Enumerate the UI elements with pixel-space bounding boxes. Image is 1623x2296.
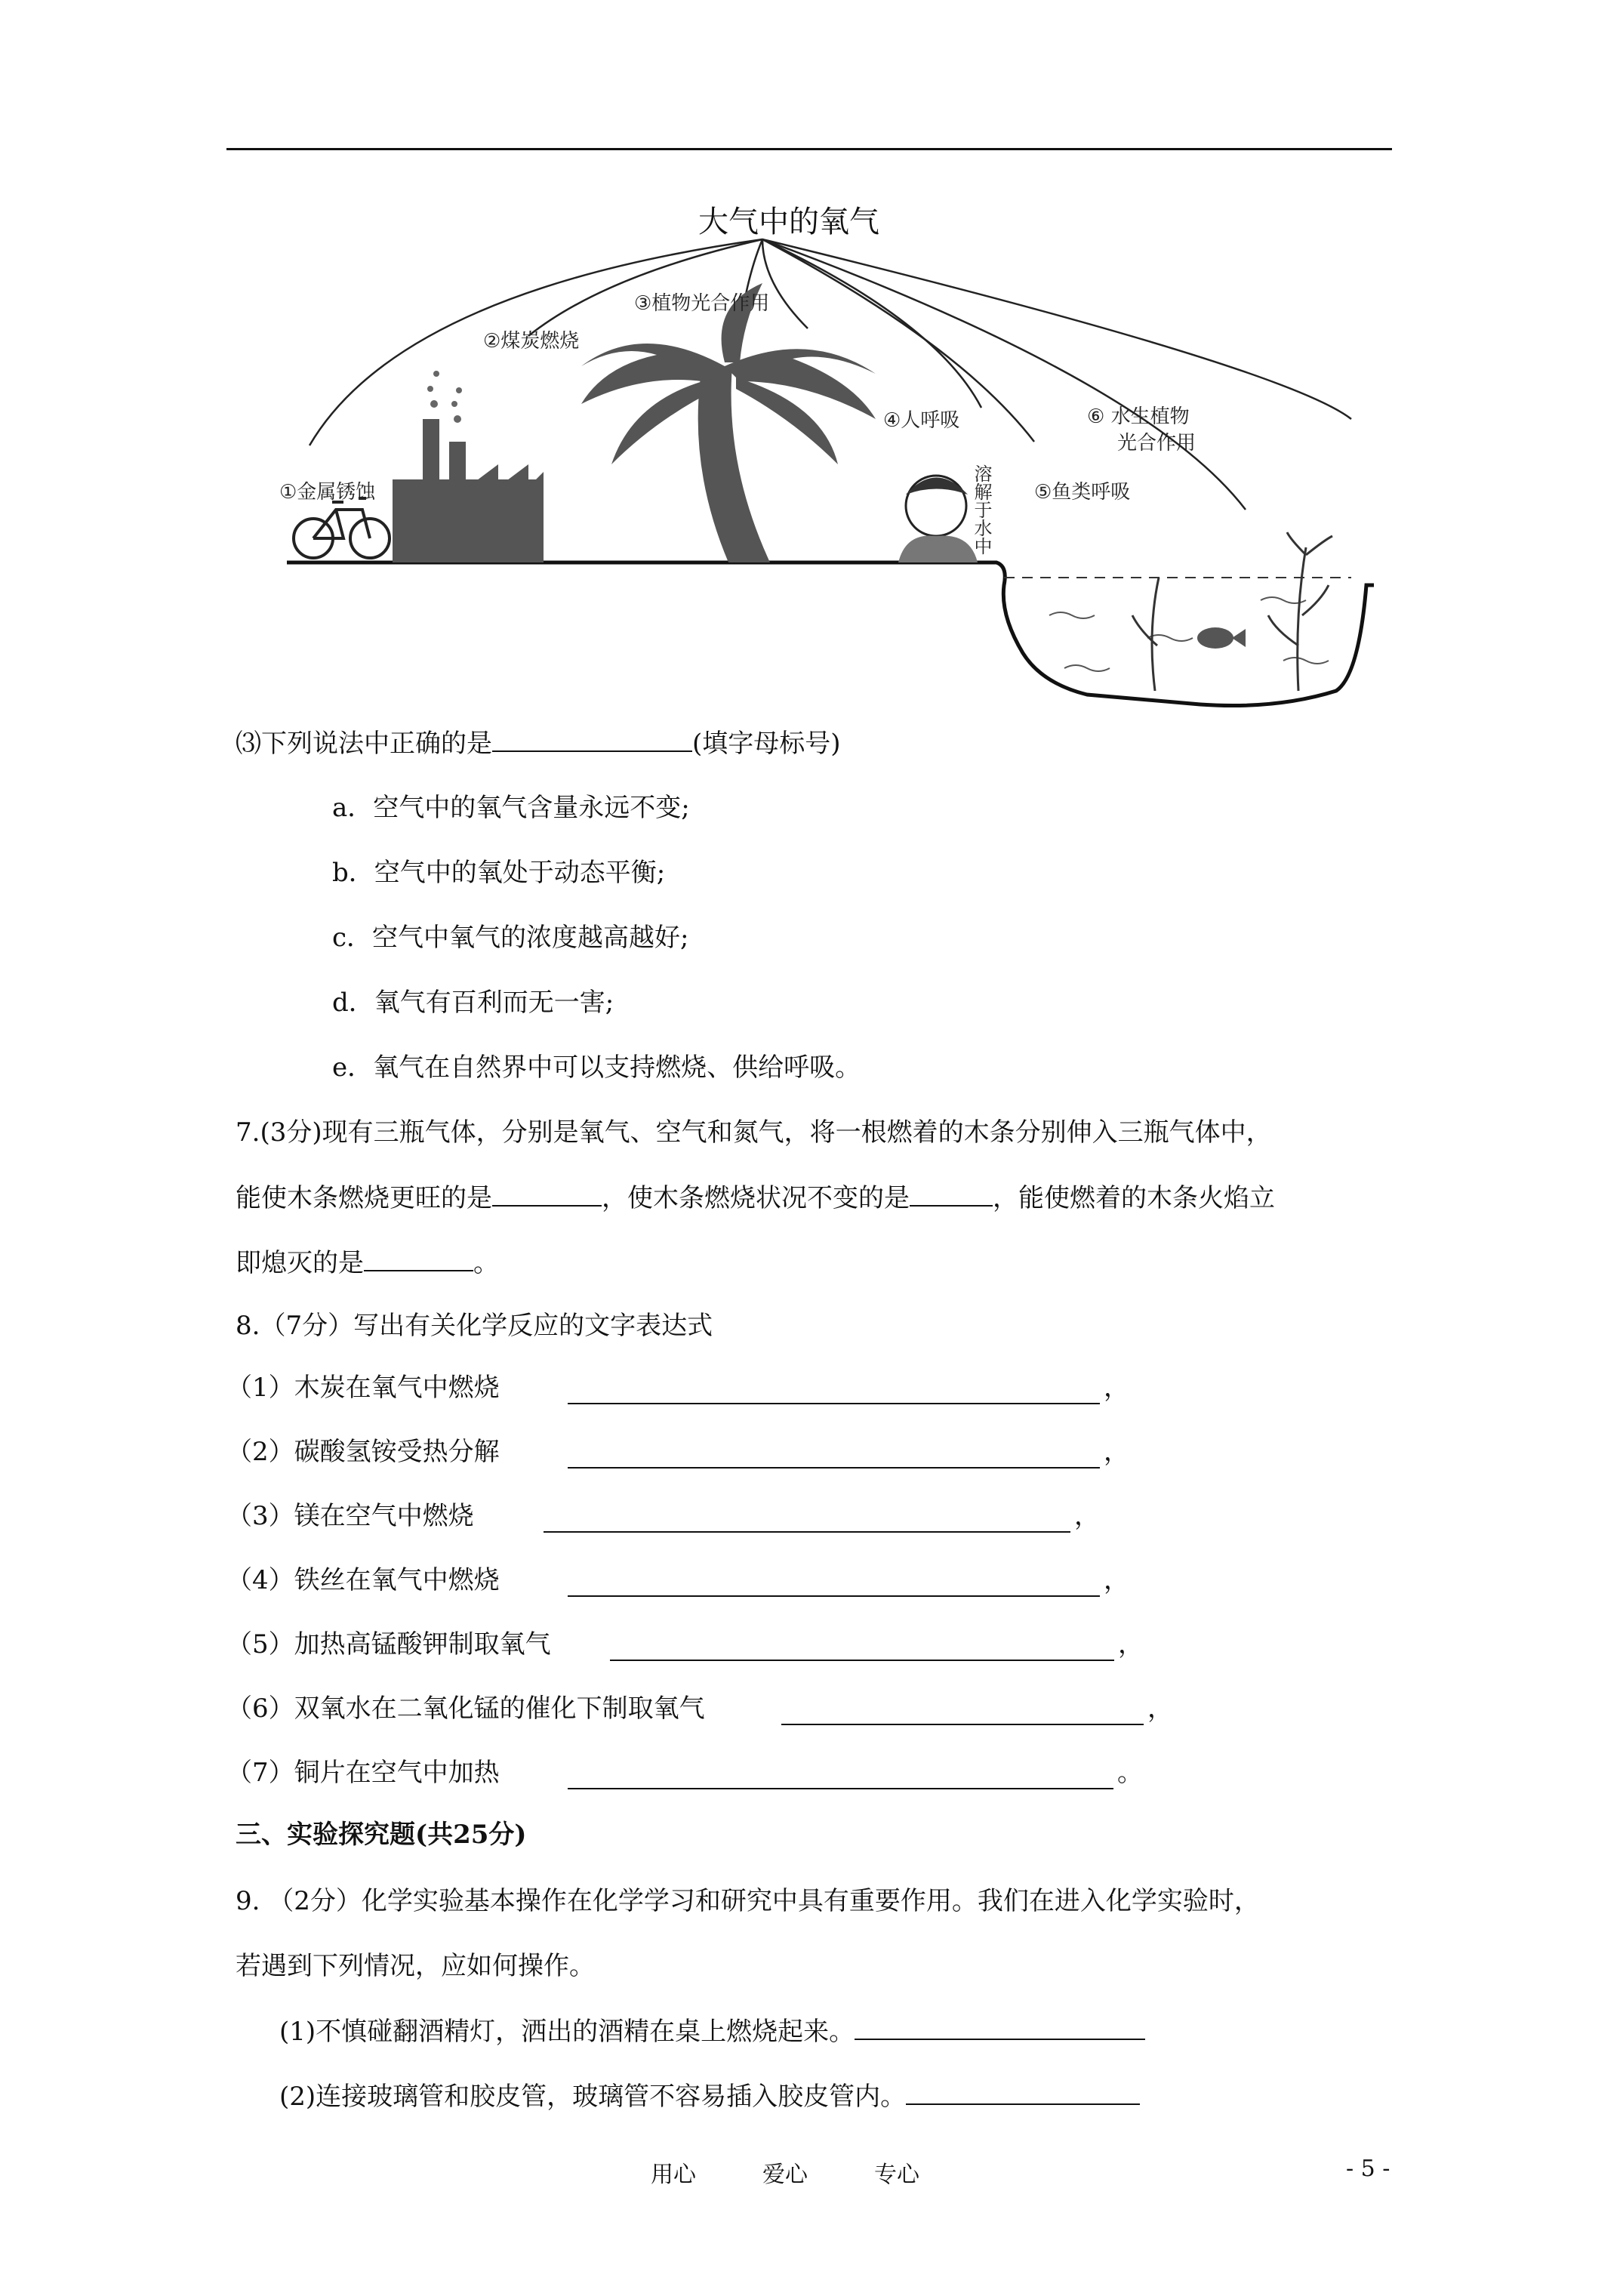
q8-item-5-label: （5）加热高锰酸钾制取氧气: [226, 1629, 551, 1660]
q6-3-line: [236, 728, 841, 759]
q8-item-6-label: （6）双氧水在二氧化锰的催化下制取氧气: [226, 1693, 705, 1724]
q9-item2: [279, 2081, 1140, 2112]
q8-item-4: [226, 1565, 500, 1595]
q8-item-1-end: ，: [1104, 1373, 1129, 1403]
oxygen-cycle-figure: [279, 193, 1404, 729]
q8-item-2-end: ，: [1104, 1437, 1129, 1467]
q8-item-1-blank[interactable]: [568, 1380, 1100, 1404]
q8-item-7-end: 。: [1117, 1758, 1143, 1788]
section3-title: 三、实验探究题(共25分): [236, 1820, 527, 1850]
q8-item-4-end: ，: [1104, 1565, 1129, 1595]
q9-item1-text: (1)不慎碰翻酒精灯，洒出的酒精在桌上燃烧起来。: [279, 2017, 855, 2047]
palm-tree-icon: [581, 283, 876, 562]
q8-item-6-end: ，: [1147, 1693, 1173, 1724]
label-aquatic-plants-2: 光合作用: [1117, 432, 1196, 455]
bicycle-icon: [294, 498, 390, 558]
q8-item-7: [226, 1758, 500, 1788]
q9-item1-blank[interactable]: [855, 2016, 1145, 2040]
q7-line2: [236, 1182, 1275, 1213]
q7-blank-1[interactable]: [492, 1182, 602, 1207]
q6-3-option-b: b．空气中的氧处于动态平衡;: [332, 858, 666, 888]
q7-text-c: ，能使燃着的木条火焰立: [993, 1183, 1275, 1213]
q9-item2-text: (2)连接玻璃管和胶皮管，玻璃管不容易插入胶皮管内。: [279, 2082, 907, 2112]
q8-item-4-label: （4）铁丝在氧气中燃烧: [226, 1565, 500, 1595]
person-icon: [898, 476, 978, 562]
q6-3-option-c: c．空气中氧气的浓度越高越好;: [332, 923, 689, 953]
footer-motto-1: 用心: [651, 2162, 696, 2188]
q9-item2-blank[interactable]: [906, 2081, 1140, 2105]
q8-title: 8.（7分）写出有关化学反应的文字表达式: [236, 1311, 713, 1341]
q8-item-1: [226, 1373, 500, 1403]
q7-line3: [236, 1247, 499, 1278]
q8-item-2-label: （2）碳酸氢铵受热分解: [226, 1437, 500, 1467]
q8-item-6-blank[interactable]: [781, 1701, 1144, 1725]
q9-item1: [279, 2016, 1145, 2047]
q8-item-7-label: （7）铜片在空气中加热: [226, 1758, 500, 1788]
q8-item-2-blank[interactable]: [568, 1444, 1100, 1469]
fish-icon: [1197, 627, 1246, 649]
q6-3-option-a: a．空气中的氧气含量永远不变;: [332, 793, 690, 823]
label-metal-rust: ①金属锈蚀: [279, 481, 376, 504]
label-dissolve-in-water: 溶解于水中: [971, 464, 992, 555]
q6-3-answer-blank[interactable]: [492, 728, 692, 752]
q8-item-6: [226, 1693, 705, 1724]
q8-item-7-blank[interactable]: [568, 1765, 1113, 1789]
label-aquatic-plants-1: ⑥ 水生植物: [1087, 405, 1190, 428]
label-plant-photosynthesis: ③植物光合作用: [634, 292, 770, 315]
q7-blank-2[interactable]: [910, 1182, 993, 1207]
q6-3-option-e: e．氧气在自然界中可以支持燃烧、供给呼吸。: [332, 1052, 861, 1083]
factory-icon: [393, 419, 544, 562]
label-coal-burning: ②煤炭燃烧: [483, 330, 580, 353]
label-human-breathing: ④人呼吸: [883, 409, 960, 432]
q8-item-3-label: （3）镁在空气中燃烧: [226, 1501, 474, 1531]
footer-motto-3: 专心: [874, 2162, 919, 2188]
q7-blank-3[interactable]: [364, 1247, 473, 1271]
page-number: - 5 -: [1346, 2156, 1390, 2182]
q7-text-d: 即熄灭的是: [236, 1248, 364, 1278]
footer-motto-2: 爱心: [762, 2162, 808, 2188]
q7-text-e: 。: [473, 1248, 499, 1278]
q6-3-hint: (填字母标号): [692, 729, 841, 759]
figure-title: 大气中的氧气: [698, 205, 879, 239]
q6-3-stem: ⑶下列说法中正确的是: [236, 729, 492, 759]
q8-item-2: [226, 1437, 500, 1467]
q8-item-3-blank[interactable]: [544, 1509, 1070, 1533]
q6-3-option-d: d．氧气有百利而无一害;: [332, 988, 614, 1018]
q9-line2: 若遇到下列情况，应如何操作。: [236, 1951, 595, 1981]
q7-text-a: 能使木条燃烧更旺的是: [236, 1183, 492, 1213]
q8-item-3-end: ，: [1074, 1501, 1100, 1531]
q7-line1: 7.(3分)现有三瓶气体，分别是氧气、空气和氮气，将一根燃着的木条分别伸入三瓶气体中，: [236, 1117, 1272, 1148]
label-fish-breathing: ⑤鱼类呼吸: [1034, 481, 1131, 504]
q8-item-5-end: ，: [1118, 1629, 1144, 1660]
header-rule: [226, 148, 1392, 150]
q8-item-4-blank[interactable]: [568, 1573, 1100, 1597]
q8-item-3: [226, 1501, 474, 1531]
q9-line1: 9. （2分）化学实验基本操作在化学学习和研究中具有重要作用。我们在进入化学实验时，: [236, 1886, 1260, 1916]
q8-item-1-label: （1）木炭在氧气中燃烧: [226, 1373, 500, 1403]
q7-text-b: ，使木条燃烧状况不变的是: [602, 1183, 910, 1213]
q8-item-5: [226, 1629, 551, 1660]
q8-item-5-blank[interactable]: [610, 1637, 1114, 1661]
